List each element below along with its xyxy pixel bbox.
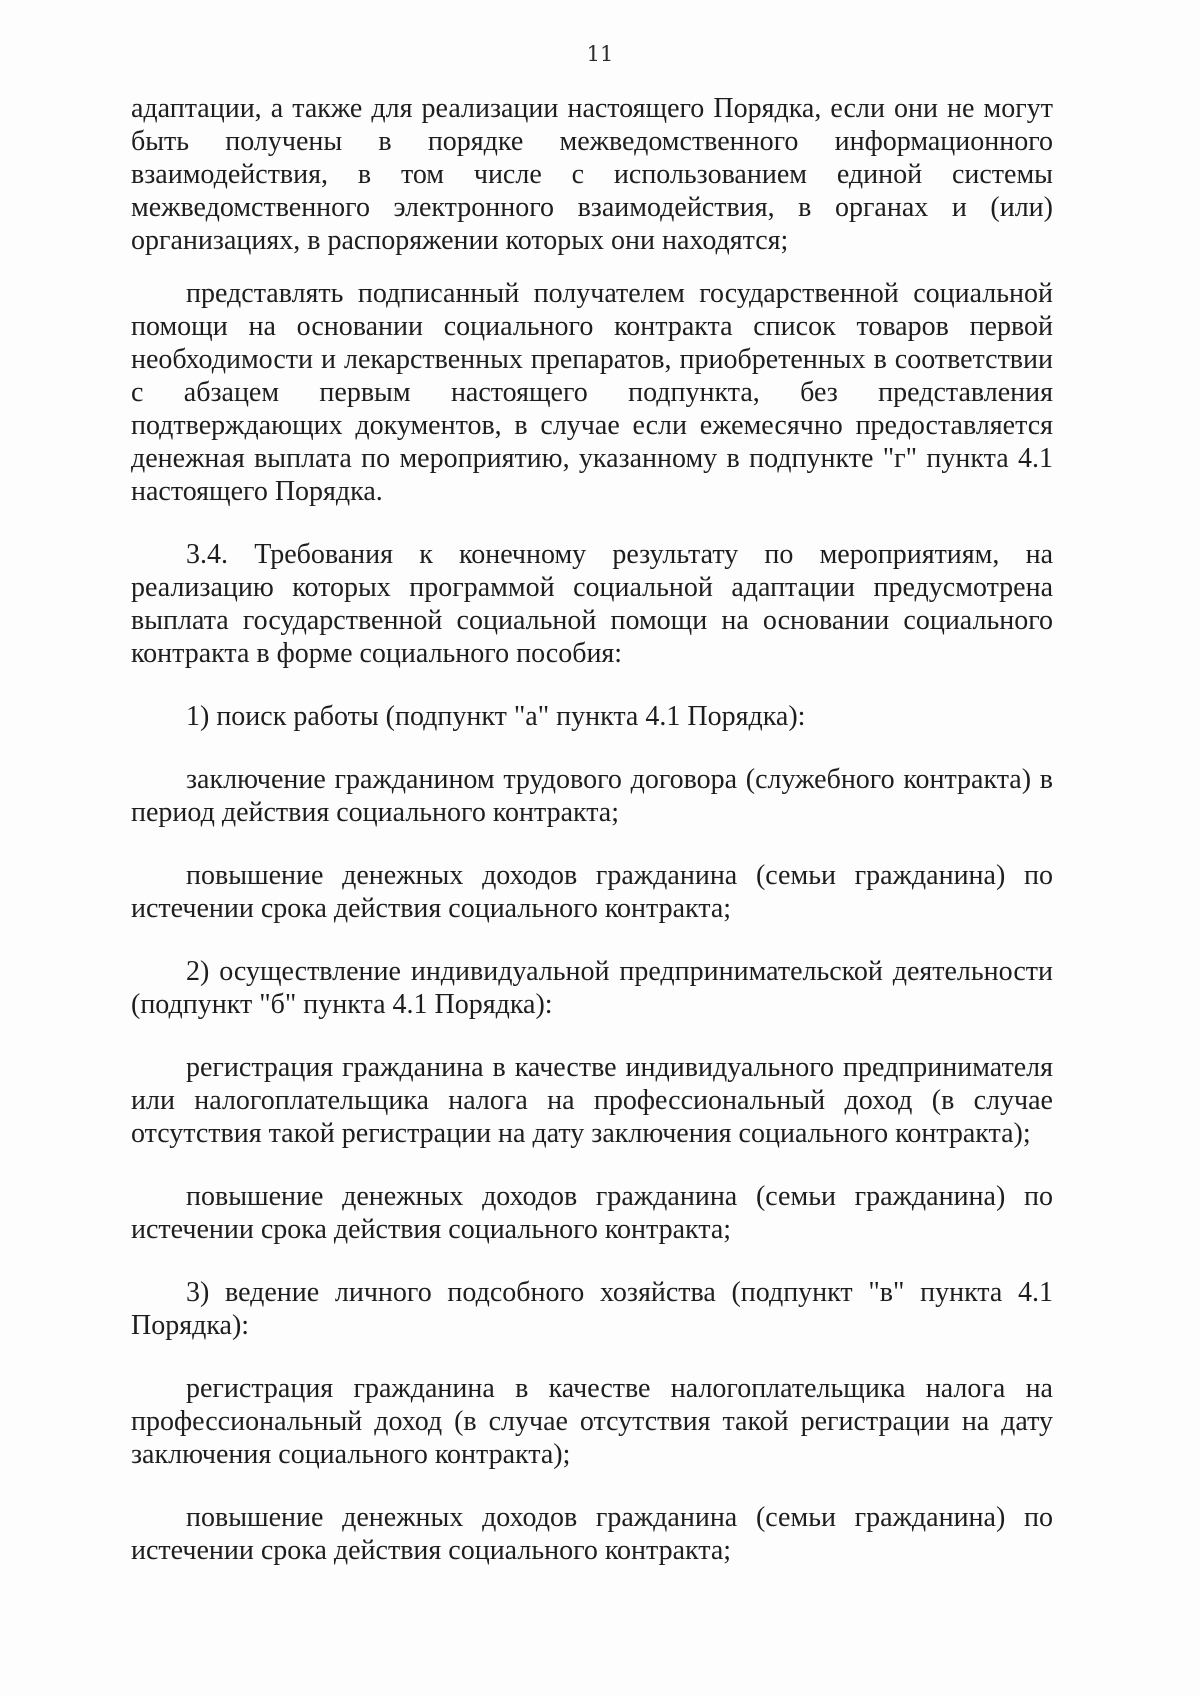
paragraph-11: повышение денежных доходов гражданина (семьи гражданина) по истечении срока действия социального контракта; xyxy=(131,1502,1053,1566)
paragraph-2: представлять подписанный получателем государственной социальной помощи на основании социального контракта список товаров первой необходимости и лекарственных препаратов, приобретенных в соответствии с абзацем первым настоящего подпункта, без представления подтверждающих документов, в случае если ежемесячно предоставляется денежная выплата по мероприятию, указанному в подпункте "г" пункта 4.1 настоящего Порядка. xyxy=(131,278,1053,507)
page-number: 11 xyxy=(586,42,614,66)
paragraph-1: адаптации, а также для реализации настоящего Порядка, если они не могут быть получены в порядке межведомственного информационного взаимодействия, в том числе с использованием единой системы межведомственного электронного взаимодействия, в органах и (или) организациях, в распоряжении которых они находятся; xyxy=(131,93,1053,256)
paragraph-10: регистрация гражданина в качестве налогоплательщика налога на профессиональный доход (в случае отсутствия такой регистрации на дату заключения социального контракта); xyxy=(131,1373,1053,1470)
paragraph-4: заключение гражданином трудового договора (служебного контракта) в период действия социального контракта; xyxy=(131,764,1053,828)
paragraph-section-3-4: 3.4. Требования к конечному результату по мероприятиям, на реализацию которых программой социальной адаптации предусмотрена выплата государственной социальной помощи на основании социального контракта в форме социального пособия: xyxy=(131,539,1053,669)
paragraph-7: регистрация гражданина в качестве индивидуального предпринимателя или налогоплательщика налога на профессиональный доход (в случае отсутствия такой регистрации на дату заключения социального контракта); xyxy=(131,1052,1053,1149)
paragraph-5: повышение денежных доходов гражданина (семьи гражданина) по истечении срока действия социального контракта; xyxy=(131,860,1053,924)
paragraph-item-3: 3) ведение личного подсобного хозяйства (подпункт "в" пункта 4.1 Порядка): xyxy=(131,1277,1053,1341)
paragraph-item-1: 1) поиск работы (подпункт "а" пункта 4.1 Порядка): xyxy=(186,701,806,732)
paragraph-8: повышение денежных доходов гражданина (семьи гражданина) по истечении срока действия социального контракта; xyxy=(131,1181,1053,1245)
paragraph-item-2: 2) осуществление индивидуальной предпринимательской деятельности (подпункт "б" пункта 4.1 Порядка): xyxy=(131,956,1053,1020)
document-body xyxy=(131,92,1053,1567)
